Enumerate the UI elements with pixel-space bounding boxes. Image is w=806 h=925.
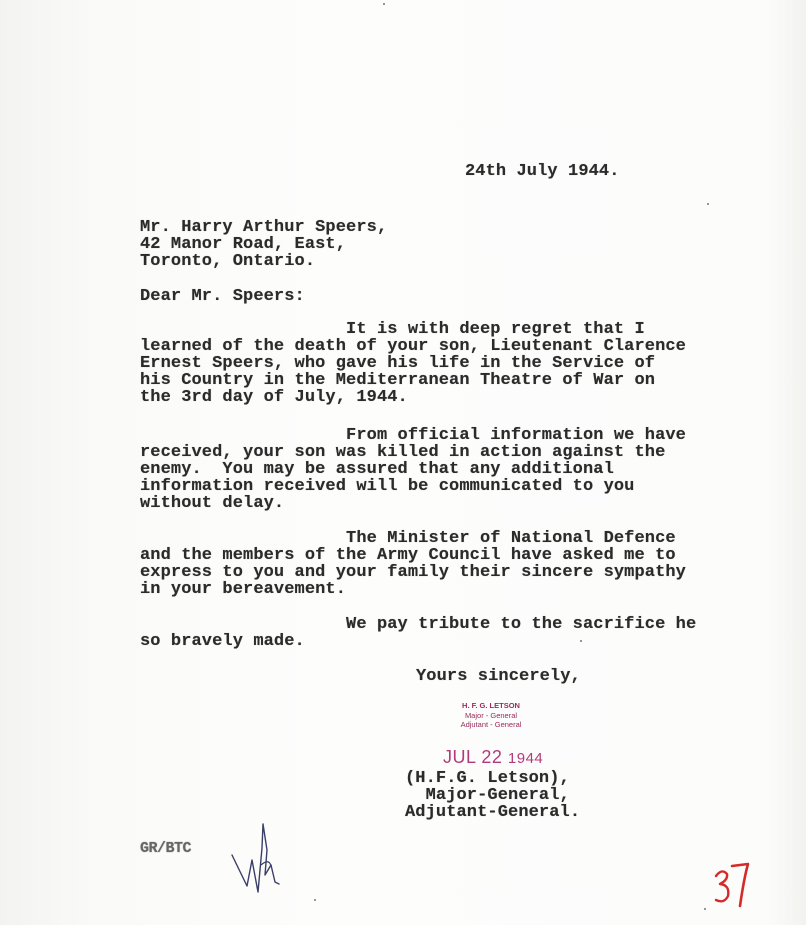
paragraph-condolence (140, 321, 686, 406)
paragraph-tribute (140, 616, 696, 650)
signature-line: (H.F.G. Letson), (405, 769, 570, 788)
paragraph-line: received, your son was killed in action against the (140, 443, 666, 462)
paragraph-line: and the members of the Army Council have asked me to (140, 546, 676, 565)
paragraph-line: his Country in the Mediterranean Theatre of War on (140, 371, 656, 390)
paragraph-line: enemy. You may be assured that any additional (140, 460, 614, 479)
signature-block (405, 770, 580, 821)
received-date-stamp (443, 748, 543, 768)
paragraph-sympathy (140, 530, 686, 598)
paragraph-official-info (140, 427, 686, 512)
signature-stamp (456, 701, 526, 730)
typist-reference: GR/BTC (140, 840, 192, 857)
handwritten-page-number-icon (708, 858, 758, 918)
salutation: Dear Mr. Speers: (140, 287, 305, 306)
paragraph-line: in your bereavement. (140, 580, 347, 599)
recipient-address (140, 219, 387, 270)
stamp-year: 1944 (507, 750, 544, 767)
signature-line: Adjutant-General. (405, 803, 581, 822)
stamp-month-day: JUL 22 (443, 747, 503, 767)
paper-speck (383, 3, 385, 5)
paragraph-line: the 3rd day of July, 1944. (140, 388, 408, 407)
signature-line: Major-General, (405, 786, 570, 805)
paper-speck (580, 640, 582, 642)
paper-speck (707, 203, 709, 205)
paragraph-line: express to you and your family their sincere sympathy (140, 563, 686, 582)
recipient-line: 42 Manor Road, East, (140, 235, 347, 254)
paper-speck (314, 899, 316, 901)
paragraph-line: so bravely made. (140, 632, 305, 651)
handwritten-initials-icon (225, 820, 285, 900)
paragraph-line: We pay tribute to the sacrifice he (140, 615, 697, 634)
paragraph-line: without delay. (140, 494, 285, 513)
paragraph-line: The Minister of National Defence (140, 529, 676, 548)
paragraph-line: It is with deep regret that I (140, 320, 645, 339)
paper-speck (704, 908, 706, 910)
closing: Yours sincerely, (416, 667, 581, 686)
paragraph-line: information received will be communicated to you (140, 477, 635, 496)
stamp-title: Adjutant - General (460, 720, 522, 729)
letter-date: 24th July 1944. (465, 162, 620, 181)
paragraph-line: From official information we have (140, 426, 686, 445)
stamp-rank: Major - General (464, 710, 518, 720)
paragraph-line: Ernest Speers, who gave his life in the Service of (140, 354, 656, 373)
stamp-name: H. F. G. LETSON (462, 701, 520, 710)
recipient-line: Mr. Harry Arthur Speers, (140, 218, 388, 237)
paragraph-line: learned of the death of your son, Lieutenant Clarence (140, 337, 686, 356)
recipient-line: Toronto, Ontario. (140, 252, 316, 271)
